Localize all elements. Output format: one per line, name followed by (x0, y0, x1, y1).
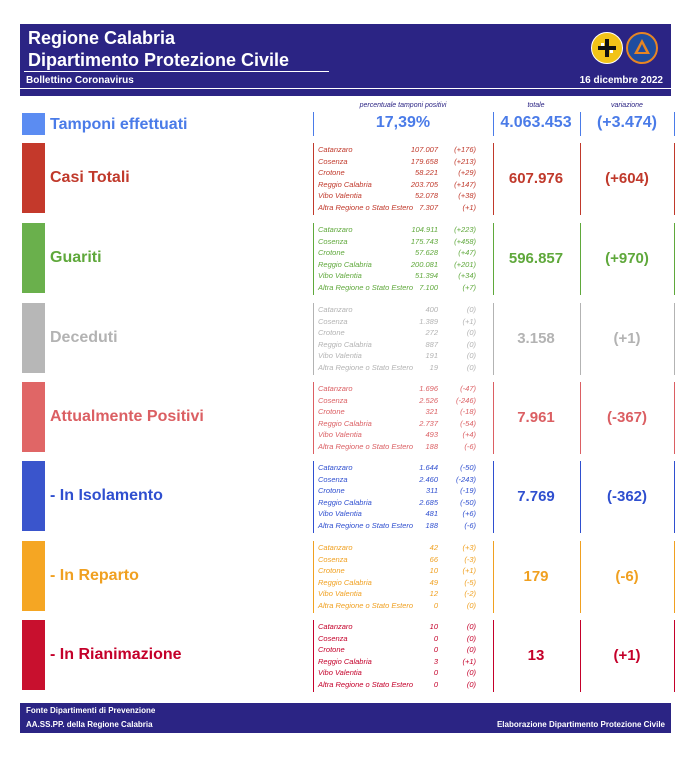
province-value: 0 (433, 600, 438, 610)
row-variation: (-362) (606, 488, 647, 505)
province-name: Cosenza (318, 316, 348, 326)
province-value: 188 (425, 441, 438, 451)
province-delta: (-18) (460, 407, 476, 416)
province-name: Catanzaro (318, 622, 353, 631)
total-column-header: totale (527, 102, 545, 109)
row-divider (313, 143, 314, 215)
row-variation: (+1) (613, 647, 641, 664)
province-breakdown (318, 622, 488, 694)
province-delta: (+1) (462, 656, 476, 666)
province-value: 10 (429, 622, 438, 631)
province-name: Altra Regione o Stato Estero (318, 282, 414, 292)
province-value: 2.526 (419, 395, 438, 405)
row-divider (674, 382, 675, 454)
province-name: Reggio Calabria (318, 259, 372, 269)
row-variation: (+604) (605, 170, 649, 187)
row-divider (313, 620, 314, 692)
province-name: Catanzaro (318, 543, 353, 552)
row-divider (493, 461, 494, 533)
province-name: Cosenza (318, 554, 348, 564)
row-divider (580, 461, 581, 533)
province-delta: (-6) (464, 441, 476, 451)
province-delta: (0) (466, 679, 476, 689)
row-label: Attualmente Positivi (50, 408, 204, 425)
province-value: 887 (425, 339, 438, 349)
header-divider (20, 88, 671, 89)
row-divider (580, 143, 581, 215)
province-value: 66 (429, 554, 438, 564)
tamponi-divider (674, 112, 675, 136)
row-divider (674, 223, 675, 295)
province-name: Vibo Valentia (318, 589, 362, 598)
tamponi-variation: (+3.474) (596, 114, 658, 131)
row-divider (674, 303, 675, 375)
province-value: 58.221 (415, 168, 438, 177)
bulletin-subtitle: Bollettino Coronavirus (26, 75, 134, 86)
title-divider (24, 71, 329, 72)
row-variation: (-367) (606, 409, 647, 426)
row-variation: (+1) (613, 330, 641, 347)
province-value: 12 (429, 589, 438, 598)
row-color-bar (22, 382, 45, 452)
variation-column-header: variazione (611, 102, 643, 109)
province-name: Crotone (318, 407, 345, 416)
row-divider (313, 223, 314, 295)
row-divider (493, 223, 494, 295)
row-color-bar (22, 143, 45, 213)
province-delta: (-246) (455, 395, 476, 405)
province-delta: (0) (466, 633, 476, 643)
row-divider (313, 382, 314, 454)
tamponi-label: Tamponi effettuati (50, 116, 188, 133)
province-value: 400 (425, 305, 438, 314)
footer-source-line2: AA.SS.PP. della Regione Calabria (26, 720, 153, 729)
row-divider (674, 143, 675, 215)
footer-source-line1: Fonte Dipartimenti di Prevenzione (26, 706, 156, 715)
province-delta: (+176) (454, 145, 476, 154)
province-value: 200.081 (410, 259, 438, 269)
province-delta: (+38) (458, 191, 476, 200)
province-name: Reggio Calabria (318, 179, 372, 189)
row-color-bar (22, 303, 45, 373)
province-value: 0 (433, 633, 438, 643)
province-value: 42 (429, 543, 438, 552)
province-value: 1.644 (419, 463, 438, 472)
row-label: Casi Totali (50, 169, 130, 186)
footer-credit: Elaborazione Dipartimento Protezione Civile (496, 720, 665, 729)
province-value: 2.685 (419, 497, 438, 507)
row-divider (674, 461, 675, 533)
province-name: Reggio Calabria (318, 339, 372, 349)
row-label: Guariti (50, 249, 102, 266)
province-name: Catanzaro (318, 145, 353, 154)
province-name: Altra Regione o Stato Estero (318, 362, 414, 372)
row-color-bar (22, 541, 45, 611)
row-total: 7.769 (517, 488, 555, 505)
province-name: Altra Regione o Stato Estero (318, 441, 414, 451)
province-value: 175.743 (410, 236, 438, 246)
row-color-bar (22, 461, 45, 531)
row-total: 607.976 (508, 170, 564, 187)
province-value: 52.078 (415, 191, 438, 200)
province-name: Crotone (318, 486, 345, 495)
row-variation: (+970) (605, 250, 649, 267)
row-divider (674, 620, 675, 692)
province-delta: (0) (466, 351, 476, 360)
province-name: Catanzaro (318, 463, 353, 472)
province-name: Vibo Valentia (318, 191, 362, 200)
province-delta: (-243) (455, 474, 476, 484)
province-name: Cosenza (318, 156, 348, 166)
province-value: 7.100 (419, 282, 438, 292)
province-breakdown (318, 543, 488, 615)
province-value: 19 (429, 362, 438, 372)
province-name: Crotone (318, 566, 345, 575)
province-name: Altra Regione o Stato Estero (318, 600, 414, 610)
province-value: 0 (433, 679, 438, 689)
row-total: 13 (527, 647, 545, 664)
province-delta: (+4) (462, 430, 476, 439)
province-name: Cosenza (318, 395, 348, 405)
province-delta: (+1) (462, 316, 476, 326)
row-divider (493, 541, 494, 613)
province-breakdown (318, 305, 488, 377)
calabria-crest-icon (591, 32, 623, 64)
province-name: Catanzaro (318, 305, 353, 314)
province-value: 49 (429, 577, 438, 587)
province-value: 1.389 (419, 316, 438, 326)
province-name: Catanzaro (318, 225, 353, 234)
province-delta: (0) (466, 339, 476, 349)
province-name: Cosenza (318, 474, 348, 484)
province-value: 493 (425, 430, 438, 439)
province-delta: (+29) (458, 168, 476, 177)
tamponi-percent: 17,39% (375, 114, 431, 131)
civil-protection-logo-icon (626, 32, 658, 64)
province-delta: (0) (466, 305, 476, 314)
province-delta: (+201) (454, 259, 476, 269)
province-delta: (0) (466, 668, 476, 677)
row-divider (313, 461, 314, 533)
province-delta: (+34) (458, 271, 476, 280)
province-name: Vibo Valentia (318, 430, 362, 439)
region-title: Regione Calabria (28, 28, 176, 48)
row-total: 3.158 (517, 330, 555, 347)
province-value: 311 (426, 486, 438, 495)
province-name: Crotone (318, 168, 345, 177)
row-divider (580, 223, 581, 295)
province-breakdown (318, 145, 488, 217)
province-delta: (+458) (454, 236, 476, 246)
province-name: Vibo Valentia (318, 509, 362, 518)
tamponi-color-bar (22, 113, 45, 135)
province-delta: (-2) (464, 589, 476, 598)
province-value: 2.460 (419, 474, 438, 484)
province-name: Vibo Valentia (318, 351, 362, 360)
province-name: Cosenza (318, 236, 348, 246)
province-delta: (+3) (462, 543, 476, 552)
province-name: Reggio Calabria (318, 577, 372, 587)
province-name: Vibo Valentia (318, 271, 362, 280)
province-value: 1.696 (419, 384, 438, 393)
province-delta: (+1) (462, 202, 476, 212)
row-total: 7.961 (517, 409, 555, 426)
province-delta: (-54) (460, 418, 476, 428)
province-delta: (+47) (458, 248, 476, 257)
province-value: 7.307 (419, 202, 438, 212)
row-divider (674, 541, 675, 613)
province-value: 51.394 (415, 271, 438, 280)
header-banner (20, 24, 671, 96)
bulletin-date: 16 dicembre 2022 (579, 75, 663, 86)
province-name: Altra Regione o Stato Estero (318, 202, 414, 212)
province-name: Reggio Calabria (318, 656, 372, 666)
province-delta: (-47) (460, 384, 476, 393)
province-value: 203.705 (410, 179, 438, 189)
row-divider (493, 620, 494, 692)
row-label: Deceduti (50, 329, 118, 346)
row-divider (580, 382, 581, 454)
row-variation: (-6) (615, 568, 639, 585)
percent-column-header: percentuale tamponi positivi (359, 102, 447, 109)
province-delta: (-3) (464, 554, 476, 564)
province-name: Crotone (318, 328, 345, 337)
province-value: 10 (429, 566, 438, 575)
province-delta: (0) (466, 328, 476, 337)
province-value: 321 (425, 407, 438, 416)
province-name: Cosenza (318, 633, 348, 643)
row-divider (313, 303, 314, 375)
footer-banner (20, 703, 671, 733)
row-total: 179 (523, 568, 549, 585)
province-delta: (-50) (460, 497, 476, 507)
province-delta: (0) (466, 600, 476, 610)
row-divider (493, 303, 494, 375)
province-delta: (+147) (454, 179, 476, 189)
province-name: Altra Regione o Stato Estero (318, 520, 414, 530)
province-value: 57.628 (415, 248, 438, 257)
row-label: - In Isolamento (50, 487, 163, 504)
province-delta: (+223) (454, 225, 476, 234)
province-delta: (-19) (460, 486, 476, 495)
province-breakdown (318, 384, 488, 456)
province-value: 191 (425, 351, 438, 360)
province-name: Crotone (318, 645, 345, 654)
province-delta: (+213) (454, 156, 476, 166)
province-delta: (+6) (462, 509, 476, 518)
province-value: 2.737 (419, 418, 438, 428)
province-delta: (-50) (460, 463, 476, 472)
row-color-bar (22, 223, 45, 293)
row-label: - In Rianimazione (50, 646, 182, 663)
row-divider (580, 620, 581, 692)
province-delta: (0) (466, 645, 476, 654)
province-name: Altra Regione o Stato Estero (318, 679, 414, 689)
province-breakdown (318, 463, 488, 535)
province-delta: (-6) (464, 520, 476, 530)
tamponi-divider (580, 112, 581, 136)
province-value: 481 (425, 509, 438, 518)
province-delta: (+7) (462, 282, 476, 292)
province-name: Crotone (318, 248, 345, 257)
province-delta: (0) (466, 362, 476, 372)
row-label: - In Reparto (50, 567, 139, 584)
row-divider (313, 541, 314, 613)
province-value: 179.658 (410, 156, 438, 166)
province-name: Reggio Calabria (318, 418, 372, 428)
row-divider (580, 303, 581, 375)
province-value: 272 (425, 328, 438, 337)
department-title: Dipartimento Protezione Civile (28, 50, 290, 70)
tamponi-total: 4.063.453 (500, 114, 572, 131)
province-delta: (-5) (464, 577, 476, 587)
row-divider (580, 541, 581, 613)
province-delta: (+1) (462, 566, 476, 575)
tamponi-divider (493, 112, 494, 136)
province-name: Catanzaro (318, 384, 353, 393)
province-name: Vibo Valentia (318, 668, 362, 677)
province-value: 0 (433, 645, 438, 654)
province-breakdown (318, 225, 488, 297)
province-value: 107.007 (410, 145, 438, 154)
province-delta: (0) (466, 622, 476, 631)
province-name: Reggio Calabria (318, 497, 372, 507)
province-value: 188 (425, 520, 438, 530)
row-total: 596.857 (508, 250, 564, 267)
row-divider (493, 382, 494, 454)
province-value: 0 (433, 668, 438, 677)
province-value: 104.911 (411, 225, 438, 234)
province-value: 3 (433, 656, 438, 666)
row-divider (493, 143, 494, 215)
row-color-bar (22, 620, 45, 690)
